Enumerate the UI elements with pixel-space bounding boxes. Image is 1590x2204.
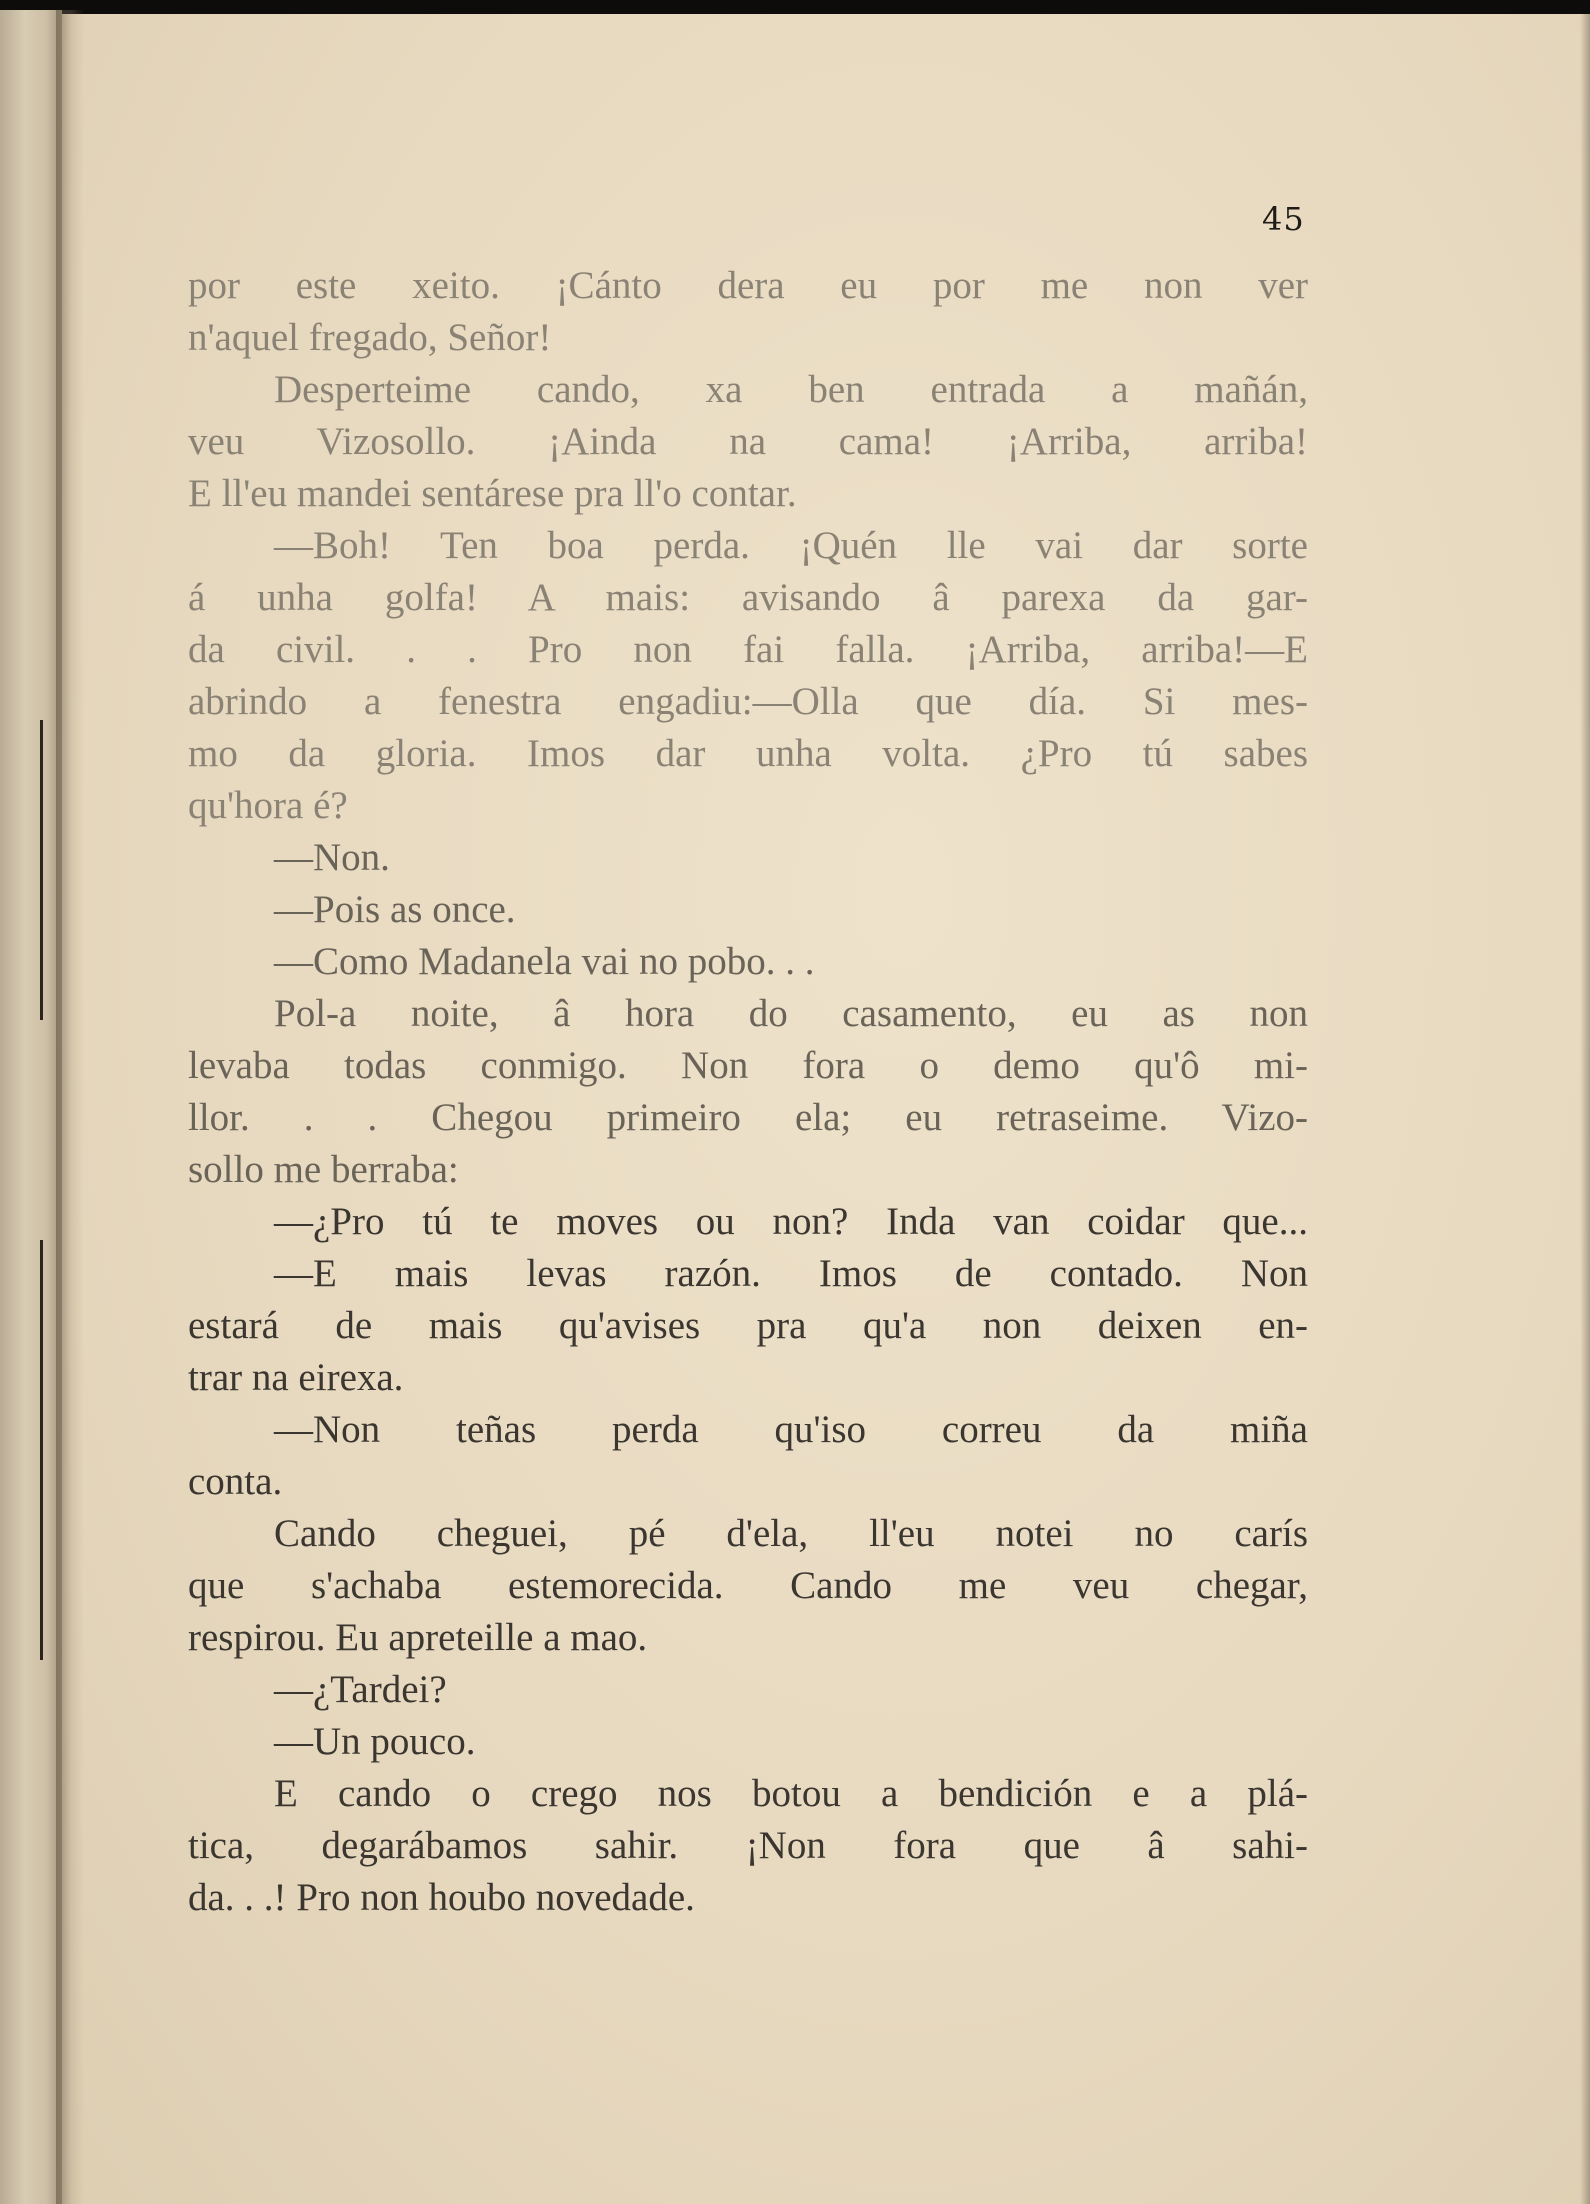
text-line: á unha golfa! A mais: avisando â parexa da gar-: [188, 576, 1308, 619]
text-line: mo da gloria. Imos dar unha volta. ¿Pro tú sabes: [188, 732, 1308, 775]
text-line: —Pois as once.: [274, 888, 516, 931]
page-number: 45: [1262, 200, 1305, 238]
text-line: respirou. Eu apreteille a mao.: [188, 1616, 648, 1659]
text-line: que s'achaba estemorecida. Cando me veu chegar,: [188, 1564, 1308, 1607]
text-line: —Un pouco.: [274, 1720, 476, 1763]
body-text: [188, 260, 1308, 1924]
text-line: —¿Pro tú te moves ou non? Inda van coidar que...: [274, 1200, 1308, 1243]
text-line: por este xeito. ¡Cánto dera eu por me non ver: [188, 264, 1308, 307]
page-right-edge: [1580, 14, 1590, 2204]
text-line: —Non teñas perda qu'iso correu da miña: [274, 1408, 1308, 1451]
text-line: Cando cheguei, pé d'ela, ll'eu notei no carís: [274, 1512, 1308, 1555]
text-line: da civil. . . Pro non fai falla. ¡Arriba, arriba!—E: [188, 628, 1308, 671]
text-line: tica, degarábamos sahir. ¡Non fora que â sahi-: [188, 1824, 1308, 1867]
text-line: —Como Madanela vai no pobo. . .: [274, 940, 815, 983]
text-line: n'aquel fregado, Señor!: [188, 316, 552, 359]
text-line: estará de mais qu'avises pra qu'a non deixen en-: [188, 1304, 1308, 1347]
text-line: conta.: [188, 1460, 283, 1503]
text-line: —Non.: [274, 836, 390, 879]
text-line: da. . .! Pro non houbo novedade.: [188, 1876, 695, 1919]
text-line: —E mais levas razón. Imos de contado. Non: [274, 1252, 1308, 1295]
text-line: qu'hora é?: [188, 784, 348, 827]
text-line: —Boh! Ten boa perda. ¡Quén lle vai dar sorte: [274, 524, 1308, 567]
text-line: trar na eirexa.: [188, 1356, 404, 1399]
text-line: levaba todas conmigo. Non fora o demo qu'ô mi-: [188, 1044, 1308, 1087]
text-line: E ll'eu mandei sentárese pra ll'o contar.: [188, 472, 797, 515]
text-line: E cando o crego nos botou a bendición e a plá-: [274, 1772, 1308, 1815]
binding-thread: [40, 720, 43, 1020]
text-line: Desperteime cando, xa ben entrada a mañán,: [274, 368, 1308, 411]
binding-thread: [40, 1240, 43, 1660]
book-gutter: [56, 10, 84, 2204]
text-line: llor. . . Chegou primeiro ela; eu retraseime. Vizo-: [188, 1096, 1308, 1139]
previous-page-edge: [0, 10, 62, 2204]
text-line: veu Vizosollo. ¡Ainda na cama! ¡Arriba, arriba!: [188, 420, 1308, 463]
text-line: abrindo a fenestra engadiu:—Olla que día. Si mes-: [188, 680, 1308, 723]
text-line: Pol-a noite, â hora do casamento, eu as non: [274, 992, 1308, 1035]
text-line: sollo me berraba:: [188, 1148, 459, 1191]
text-line: —¿Tardei?: [274, 1668, 447, 1711]
